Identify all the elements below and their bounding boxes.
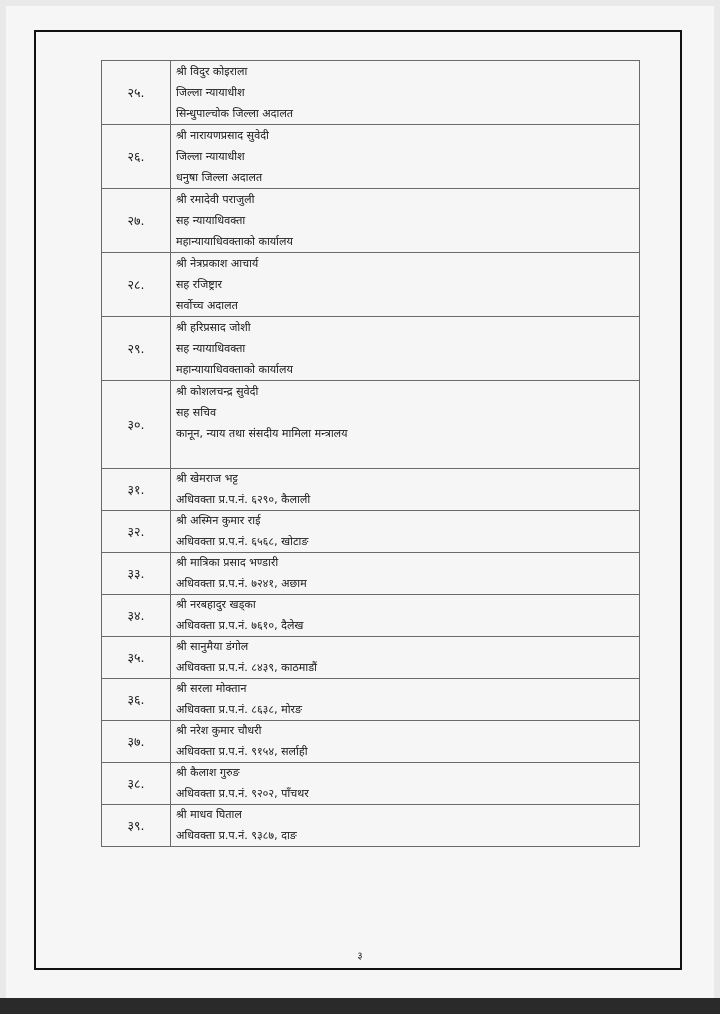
person-name: श्री नारायणप्रसाद सुवेदी: [176, 129, 269, 142]
person-details: [171, 721, 640, 763]
person-details: [171, 61, 640, 125]
table-row: [102, 553, 640, 595]
person-designation: जिल्ला न्यायाधीश: [176, 86, 245, 99]
serial-number: ३४.: [102, 595, 171, 637]
table-row: [102, 637, 640, 679]
person-name: श्री विदुर कोइराला: [176, 65, 248, 78]
table-row: [102, 469, 640, 511]
advocate-license: अधिवक्ता प्र.प.नं. ७६१०, दैलेख: [176, 618, 304, 632]
person-office: महान्यायाधिवक्ताको कार्यालय: [176, 363, 293, 376]
serial-number: ३६.: [102, 679, 171, 721]
person-name: श्री मात्रिका प्रसाद भण्डारी: [176, 556, 279, 569]
appointee-table: [101, 60, 640, 847]
advocate-license: अधिवक्ता प्र.प.नं. ६२९०, कैलाली: [176, 492, 311, 506]
table-row: [102, 253, 640, 317]
person-designation: सह सचिव: [176, 406, 217, 419]
person-office: महान्यायाधिवक्ताको कार्यालय: [176, 235, 293, 248]
serial-number: ३८.: [102, 763, 171, 805]
table-row: [102, 595, 640, 637]
serial-number: ३३.: [102, 553, 171, 595]
advocate-license: अधिवक्ता प्र.प.नं. ९१५४, सर्लाही: [176, 744, 308, 758]
table-row: [102, 805, 640, 847]
person-name: श्री खेमराज भट्ट: [176, 472, 238, 485]
serial-number: ३७.: [102, 721, 171, 763]
table-row: [102, 511, 640, 553]
advocate-license: अधिवक्ता प्र.प.नं. ८४३९, काठमाडौं: [176, 660, 317, 674]
table-row: [102, 763, 640, 805]
person-details: [171, 595, 640, 637]
person-name: श्री माधव घिताल: [176, 808, 242, 821]
person-details: [171, 679, 640, 721]
person-details: [171, 317, 640, 381]
person-name: श्री रमादेवी पराजुली: [176, 193, 255, 206]
person-details: [171, 469, 640, 511]
table-row: [102, 61, 640, 125]
person-designation: सह न्यायाधिवक्ता: [176, 214, 246, 227]
row-spacer: [176, 444, 639, 468]
advocate-license: अधिवक्ता प्र.प.नं. ९२०२, पाँचथर: [176, 786, 309, 800]
table-row: [102, 125, 640, 189]
advocate-license: अधिवक्ता प्र.प.नं. ७२४१, अछाम: [176, 576, 307, 590]
advocate-license: अधिवक्ता प्र.प.नं. ९३८७, दाङ: [176, 828, 297, 842]
person-name: श्री नरबहादुर खड्का: [176, 598, 256, 611]
person-name: श्री कैलाश गुरुङ: [176, 766, 240, 779]
table-row: [102, 679, 640, 721]
person-designation: सह न्यायाधिवक्ता: [176, 342, 246, 355]
person-name: श्री सानुमैया डंगोल: [176, 640, 249, 653]
person-office: सर्वोच्च अदालत: [176, 299, 238, 312]
person-details: [171, 125, 640, 189]
advocate-license: अधिवक्ता प्र.प.नं. ८६३८, मोरङ: [176, 702, 303, 716]
screen-edge: [0, 998, 720, 1014]
serial-number: ३२.: [102, 511, 171, 553]
person-details: [171, 805, 640, 847]
person-designation: जिल्ला न्यायाधीश: [176, 150, 245, 163]
serial-number: ३९.: [102, 805, 171, 847]
serial-number: ३१.: [102, 469, 171, 511]
person-details: [171, 763, 640, 805]
person-designation: सह रजिष्ट्रार: [176, 278, 223, 291]
table-row: [102, 317, 640, 381]
advocate-license: अधिवक्ता प्र.प.नं. ६५६८, खोटाङ: [176, 534, 309, 548]
person-details: [171, 381, 640, 469]
serial-number: ३०.: [102, 381, 171, 469]
page-number: ३: [357, 951, 363, 962]
serial-number: २६.: [102, 125, 171, 189]
person-name: श्री नरेश कुमार चौधरी: [176, 724, 262, 737]
serial-number: २८.: [102, 253, 171, 317]
serial-number: २७.: [102, 189, 171, 253]
person-office: सिन्धुपाल्चोक जिल्ला अदालत: [176, 107, 294, 120]
table-row: [102, 721, 640, 763]
person-name: श्री सरला मोक्तान: [176, 682, 247, 695]
table-row: [102, 189, 640, 253]
table-row: [102, 381, 640, 469]
person-details: [171, 511, 640, 553]
person-details: [171, 189, 640, 253]
person-name: श्री कोशलचन्द्र सुवेदी: [176, 385, 259, 398]
person-name: श्री अस्मिन कुमार राई: [176, 514, 261, 527]
person-office: कानून, न्याय तथा संसदीय मामिला मन्त्रालय: [176, 427, 348, 440]
person-name: श्री नेत्रप्रकाश आचार्य: [176, 257, 259, 270]
person-details: [171, 553, 640, 595]
serial-number: २९.: [102, 317, 171, 381]
person-office: धनुषा जिल्ला अदालत: [176, 171, 263, 184]
person-details: [171, 637, 640, 679]
person-name: श्री हरिप्रसाद जोशी: [176, 321, 251, 334]
serial-number: ३५.: [102, 637, 171, 679]
person-details: [171, 253, 640, 317]
serial-number: २५.: [102, 61, 171, 125]
